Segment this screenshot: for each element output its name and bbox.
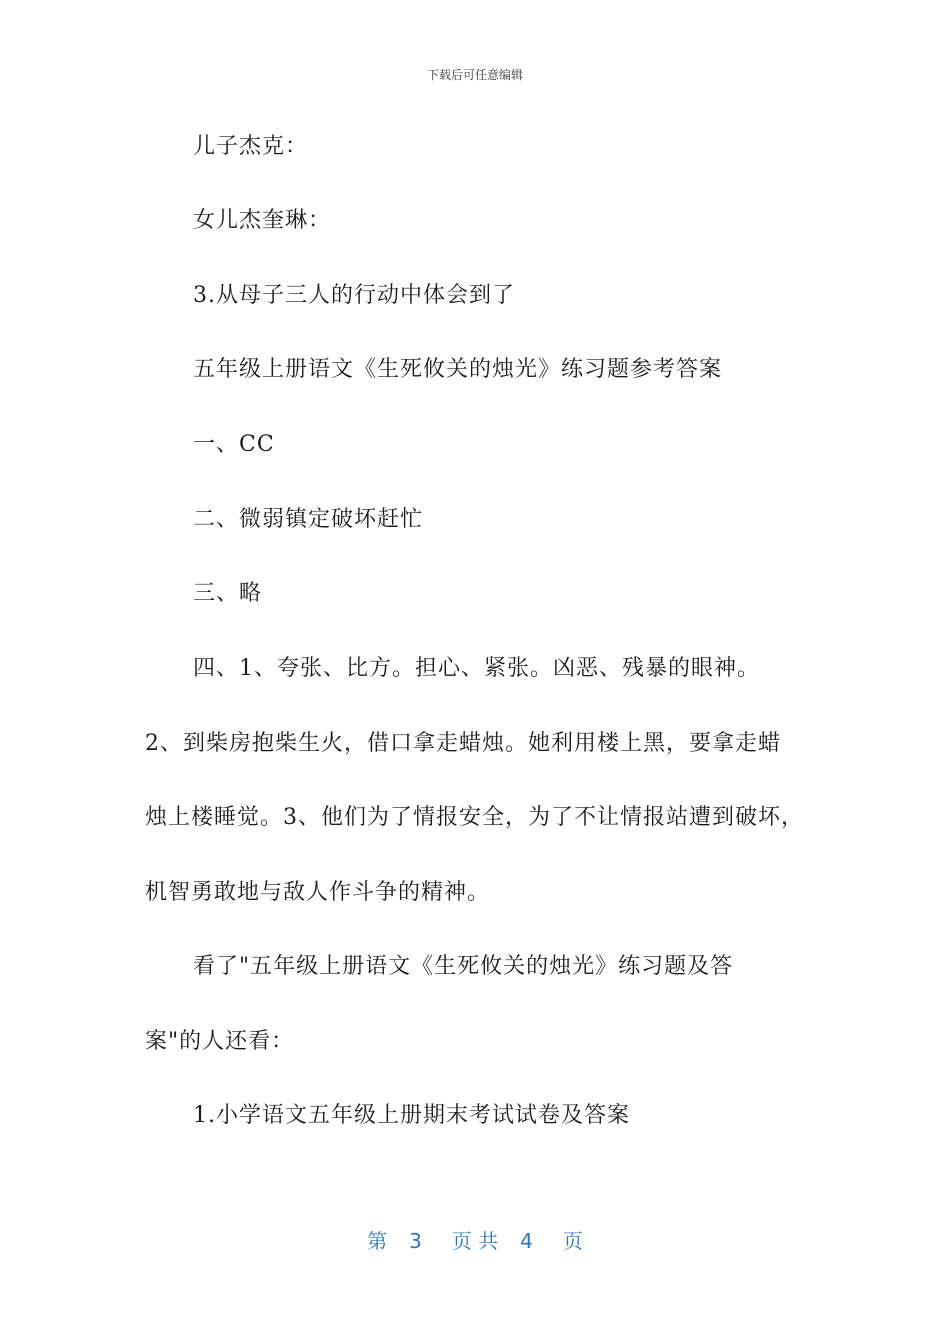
text-line: 二、微弱镇定破坏赶忙	[193, 507, 424, 532]
text-line: 案"的人还看：	[145, 1029, 295, 1054]
text-line: 看了"五年级上册语文《生死攸关的烛光》练习题及答	[193, 954, 734, 979]
footer-prefix: 第	[367, 1229, 388, 1253]
text-line: 女儿杰奎琳：	[193, 208, 332, 233]
text-line: 一、CC	[193, 432, 275, 457]
text-line: 烛上楼睡觉。3、他们为了情报安全，为了不让情报站遭到破坏，	[145, 805, 804, 830]
footer-suffix: 页	[562, 1229, 583, 1253]
text-line: 四、1、夸张、比方。担心、紧张。凶恶、残暴的眼神。	[193, 656, 760, 681]
footer-middle: 页 共	[451, 1229, 499, 1253]
text-line: 1.小学语文五年级上册期末考试试卷及答案	[193, 1103, 630, 1128]
text-line: 机智勇敢地与敌人作斗争的精神。	[145, 880, 491, 905]
text-line: 儿子杰克：	[193, 134, 309, 159]
text-line: 2、到柴房抱柴生火，借口拿走蜡烛。她利用楼上黑，要拿走蜡	[145, 731, 781, 756]
page-header: 下载后可任意编辑	[426, 68, 523, 82]
current-page-number: 3	[409, 1229, 422, 1253]
page-footer	[0, 1225, 950, 1254]
text-line: 三、略	[193, 581, 263, 606]
text-line: 五年级上册语文《生死攸关的烛光》练习题参考答案	[193, 357, 723, 382]
total-page-number: 4	[520, 1229, 533, 1253]
text-line: 3.从母子三人的行动中体会到了	[193, 283, 515, 308]
